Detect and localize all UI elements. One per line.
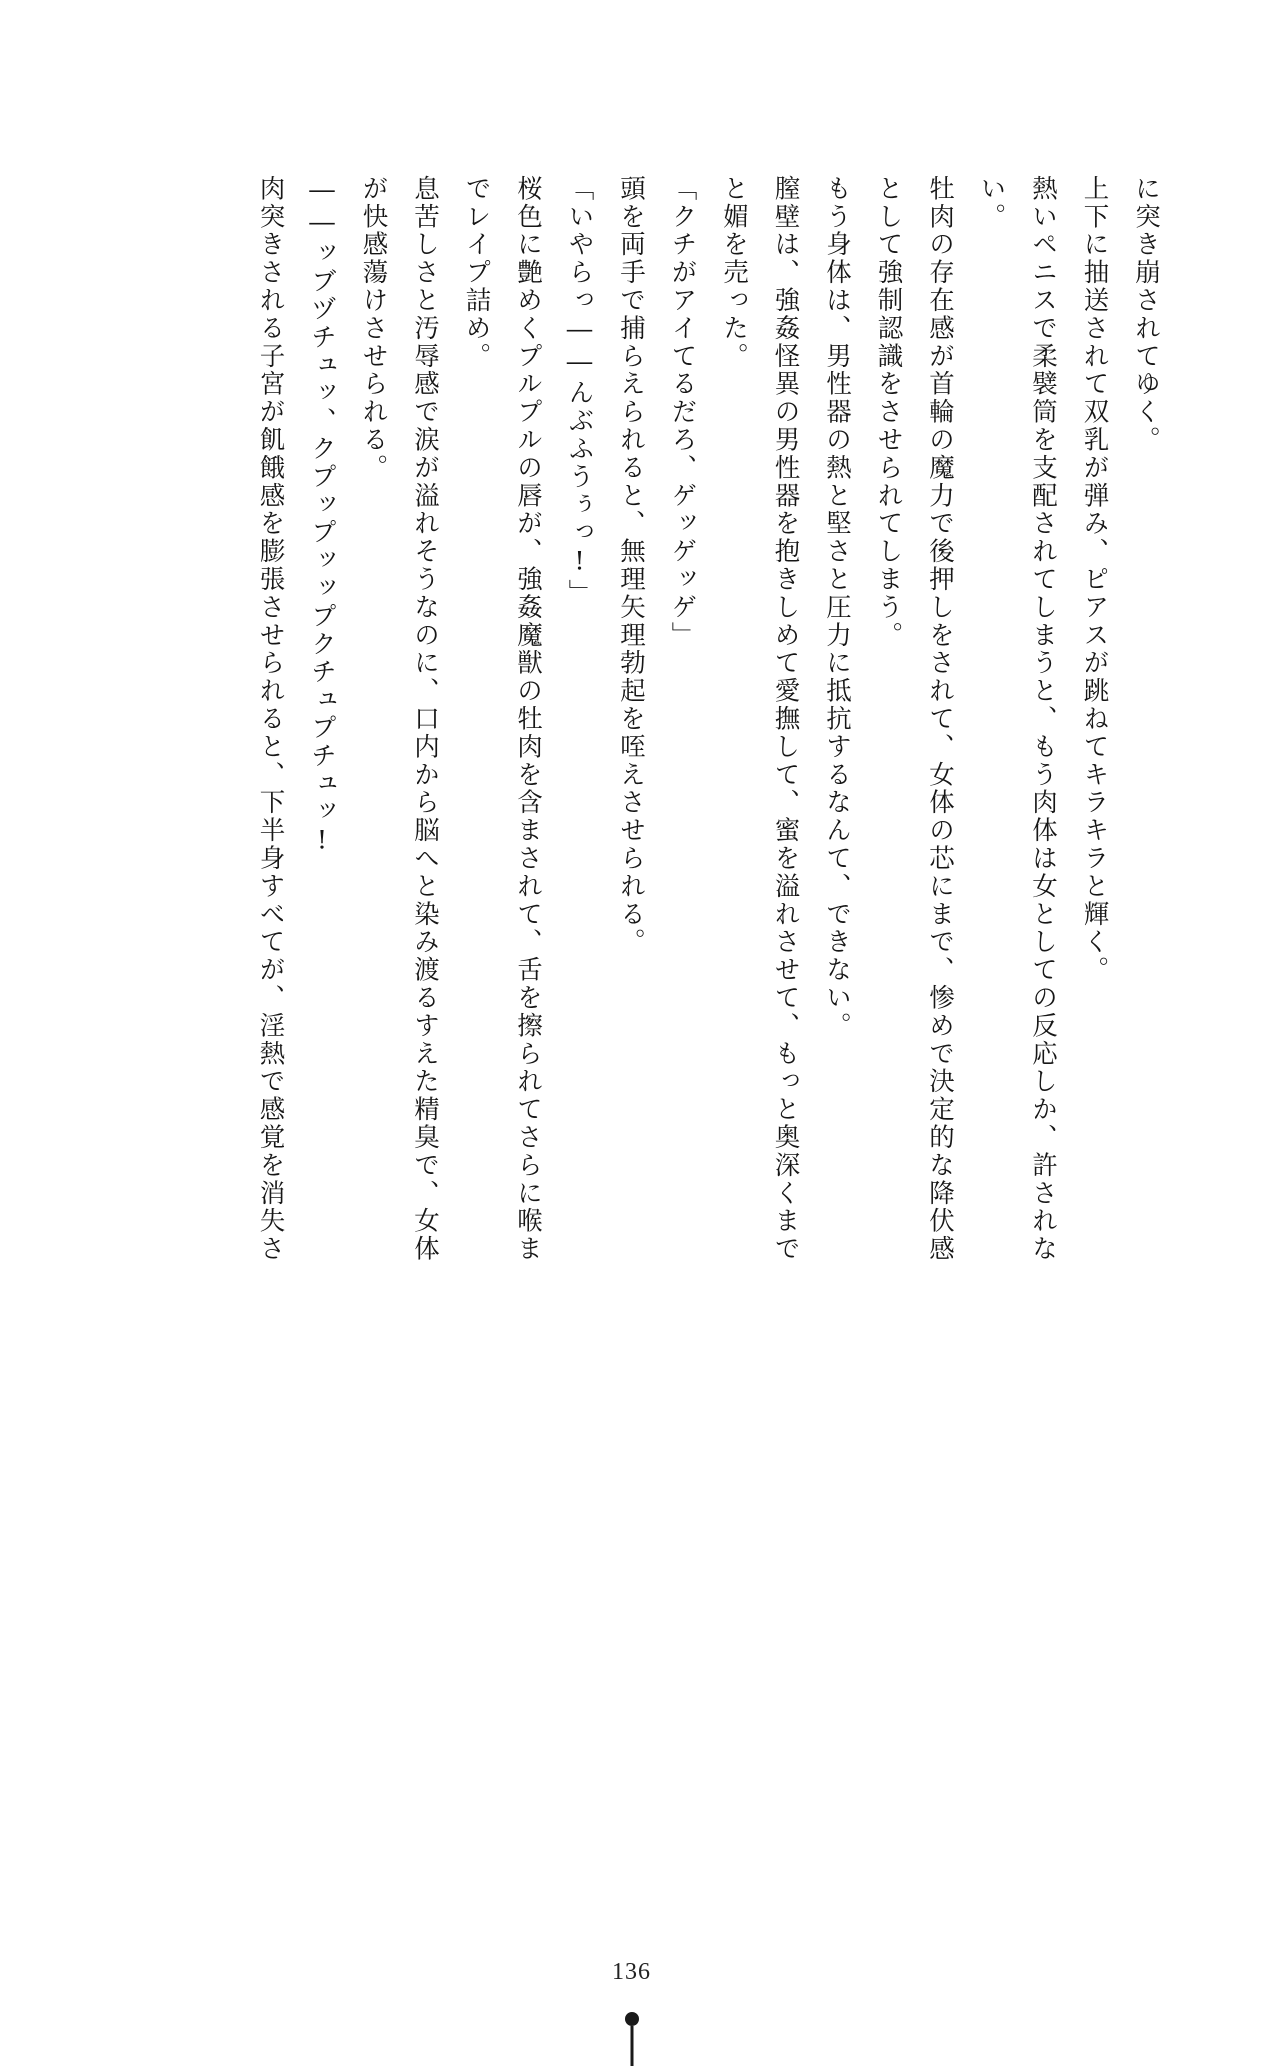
ornament-dot-icon — [625, 2012, 639, 2026]
page-body-text: に突き崩されてゆく。 上下に抽送されて双乳が弾み、ピアスが跳ねてキラキラと輝く。 熱いペニスで柔襞筒を支配されてしまうと、もう肉体は女としての反応しか、許されない。 牡肉の存在感が首輪の魔力で後押しをされて、女体の芯にまで、惨めで決定的な降伏感として強制認識をさせられてしまう。 もう身体は、男性器の熱と堅さと圧力に抵抗するなんて、できない。 膣壁は、強姦怪異の男性器を抱きしめて愛撫して、蜜を溢れさせて、もっと奥深くまでと媚を売った。 「クチがアイてるだろ、ゲッゲッゲ」 頭を両手で捕らえられると、無理矢理勃起を咥えさせられる。 「いやらっ――んぶふうぅっ!」 桜色に艶めくプルプルの唇が、強姦魔獣の牡肉を含まされて、舌を擦られてさらに喉までレイプ詰め。 息苦しさと汚辱感で涙が溢れそうなのに、口内から脳へと染み渡るすえた精臭で、女体が快感蕩けさせられる。 ――ッブヅチュッ、クプップッップクチュプチュッ! 肉突きされる子宮が飢餓感を膨張させられると、下半身すべてが、淫熱で感覚を消失さ — [255, 175, 1161, 1264]
page-ornament-icon — [612, 2008, 652, 2066]
ornament-rule-icon — [630, 2026, 633, 2066]
page-number: 136 — [612, 1959, 651, 1985]
